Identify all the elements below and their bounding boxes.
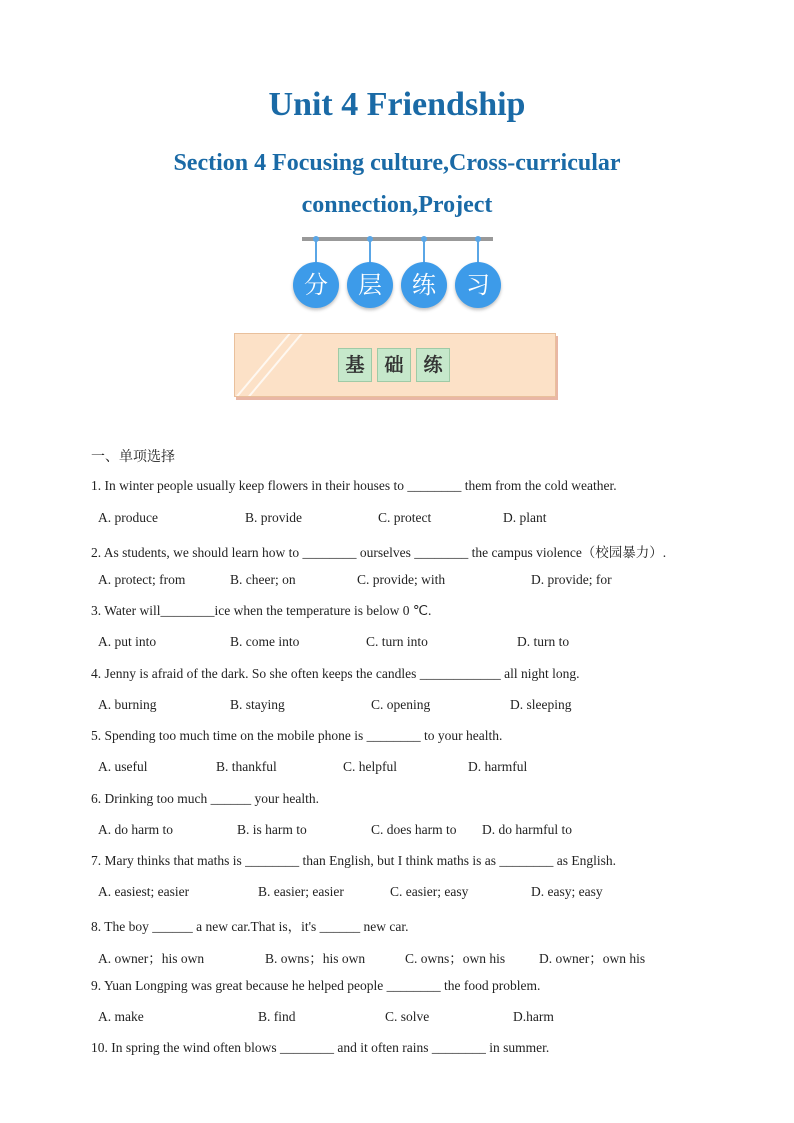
option: C. owns；own his xyxy=(405,951,506,966)
banner-char: 基 xyxy=(338,348,372,382)
banner-char: 练 xyxy=(416,348,450,382)
option: D. sleeping xyxy=(510,697,572,712)
question-text: 5. Spending too much time on the mobile phone is ________ to your health. xyxy=(91,728,503,743)
option: A. burning xyxy=(98,697,157,712)
option: B. come into xyxy=(230,634,300,649)
option: C. turn into xyxy=(366,634,428,649)
question-text: 2. As students, we should learn how to ________ ourselves ________ the campus violence（校园暴力）. xyxy=(91,545,667,560)
question-text: 1. In winter people usually keep flowers in their houses to ________ them from the cold weather. xyxy=(91,478,617,493)
option: A. produce xyxy=(98,510,158,525)
option: A. easiest; easier xyxy=(98,884,190,899)
option: A. useful xyxy=(98,759,148,774)
option: D. harmful xyxy=(468,759,528,774)
option: D. plant xyxy=(503,510,547,525)
option: C. helpful xyxy=(343,759,397,774)
question-text: 6. Drinking too much ______ your health. xyxy=(91,791,319,806)
option: C. provide; with xyxy=(357,572,446,587)
badge-char: 分 xyxy=(293,262,339,308)
option: A. protect; from xyxy=(98,572,186,587)
banner-char: 础 xyxy=(377,348,411,382)
question-text: 9. Yuan Longping was great because he helped people ________ the food problem. xyxy=(91,978,541,993)
question-text: 8. The boy ______ a new car.That is，it's ______ new car. xyxy=(91,919,409,934)
option: C. opening xyxy=(371,697,431,712)
option: C. protect xyxy=(378,510,432,525)
badge-char: 层 xyxy=(347,262,393,308)
badge-pin xyxy=(477,240,479,264)
page-title: Unit 4 Friendship xyxy=(268,86,526,123)
question-text: 4. Jenny is afraid of the dark. So she often keeps the candles ____________ all night long. xyxy=(91,666,580,681)
badge-pin xyxy=(369,240,371,264)
section-banner xyxy=(234,333,556,397)
option: B. thankful xyxy=(216,759,277,774)
option: A. make xyxy=(98,1009,144,1024)
subtitle-line-2: connection,Project xyxy=(301,192,493,218)
option: B. easier; easier xyxy=(258,884,344,899)
banner-stripe xyxy=(234,333,296,397)
option: B. provide xyxy=(245,510,302,525)
option: C. does harm to xyxy=(371,822,457,837)
option: D. provide; for xyxy=(531,572,612,587)
option: D. owner；own his xyxy=(539,951,646,966)
subtitle-line-1: Section 4 Focusing culture,Cross-curricular xyxy=(173,150,621,176)
option: C. solve xyxy=(385,1009,430,1024)
option: B. is harm to xyxy=(237,822,307,837)
option: B. cheer; on xyxy=(230,572,296,587)
badge-rail xyxy=(302,237,493,241)
question-text: 10. In spring the wind often blows ________ and it often rains ________ in summer. xyxy=(91,1040,550,1055)
question-text: 3. Water will________ice when the temperature is below 0 ℃. xyxy=(91,603,432,618)
option: B. staying xyxy=(230,697,285,712)
option: A. put into xyxy=(98,634,157,649)
section-heading: 一、单项选择 xyxy=(91,449,175,465)
badge-char: 练 xyxy=(401,262,447,308)
option: D. do harmful to xyxy=(482,822,572,837)
page-subtitle xyxy=(110,142,684,226)
option: D. turn to xyxy=(517,634,570,649)
option: D.harm xyxy=(513,1009,554,1024)
badge-pin xyxy=(423,240,425,264)
option: B. find xyxy=(258,1009,296,1024)
badge-pin xyxy=(315,240,317,264)
option: B. owns；his own xyxy=(265,951,366,966)
banner-stripe xyxy=(236,333,308,397)
option: A. do harm to xyxy=(98,822,173,837)
option: D. easy; easy xyxy=(531,884,603,899)
option: A. owner；his own xyxy=(98,951,205,966)
badge-char: 习 xyxy=(455,262,501,308)
option: C. easier; easy xyxy=(390,884,469,899)
question-text: 7. Mary thinks that maths is ________ than English, but I think maths is as ________ as English. xyxy=(91,853,616,868)
